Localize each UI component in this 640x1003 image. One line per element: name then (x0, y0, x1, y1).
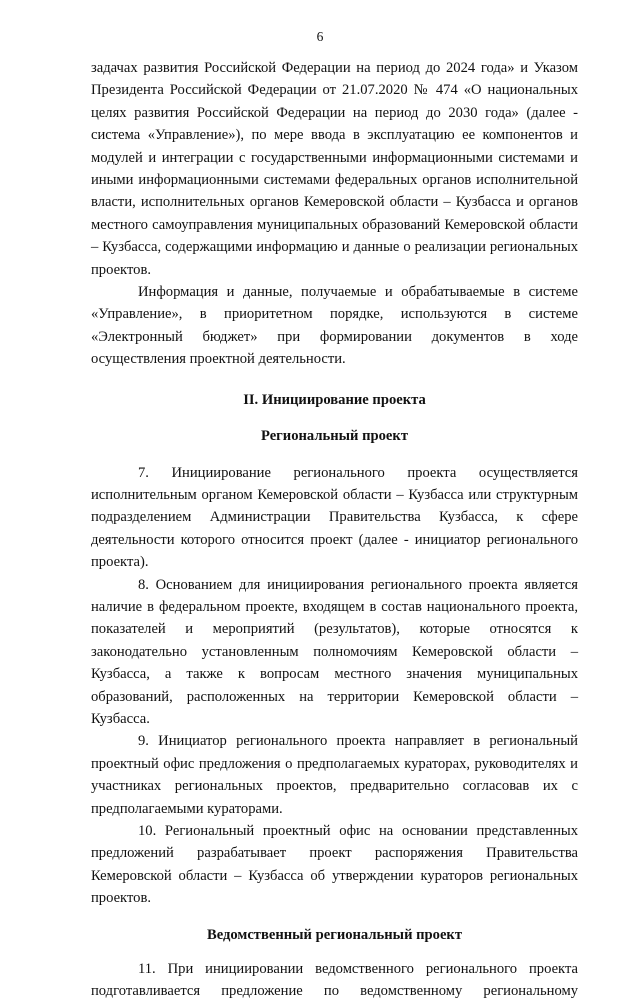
page-number: 6 (316, 29, 324, 44)
paragraph-item-10: 10. Региональный проектный офис на основании представленных предложений разрабатывает проект распоряжения Правительства Кемеровской области – Кузбасса об утверждении кураторов региональных проектов. (91, 823, 578, 907)
subheading-regional-project: Региональный проект (260, 428, 408, 445)
paragraph-information: Информация и данные, получаемые и обрабатываемые в системе «Управление», в приоритетном порядке, используются в системе «Электронный бюджет» при формировании документов в ходе осуществления проектной деятельности. (91, 284, 578, 368)
paragraph-item-7: 7. Инициирование регионального проекта осуществляется исполнительным органом Кемеровской области – Кузбасса или структурным подразделением Администрации Правительства Кузбасса, к сфере деятельности которого относится проект (далее - инициатор регионального проекта). (91, 464, 578, 571)
paragraph-item-11: 11. При инициировании ведомственного регионального проекта подготавливается предложение по ведомственному региональному (91, 961, 578, 1000)
paragraph-continuation: задачах развития Российской Федерации на период до 2024 года» и Указом Президента Российской Федерации от 21.07.2020 № 474 «О национальных целях развития Российской Федерации на период до 2030 года» (далее - система «Управление»), по мере ввода в эксплуатацию ее компонентов и модулей и интеграции с государственными информационными системами и иными информационными системами федеральных органов исполнительной власти, исполнительных органов Кемеровской области – Кузбасса и органов местного самоуправления муниципальных образований Кемеровской области – Кузбасса, содержащими информацию и данные о реализации региональных проектов. (91, 60, 578, 278)
section-heading: II. Инициирование проекта (243, 391, 426, 408)
document-body (91, 57, 578, 1003)
subheading-departmental-project: Ведомственный региональный проект (206, 926, 463, 943)
paragraph-item-9: 9. Инициатор регионального проекта направляет в региональный проектный офис предложения о предполагаемых кураторах, руководителях и участниках региональных проектов, предварительно согласовав их с предполагаемыми кураторами. (91, 733, 578, 817)
paragraph-item-8: 8. Основанием для инициирования регионального проекта является наличие в федеральном проекте, входящем в состав национального проекта, показателей и мероприятий (результатов), которые относятся к законодательно установленным полномочиям Кемеровской области – Кузбасса, а также к вопросам местного значения муниципальных образований, расположенных на территории Кемеровской области – Кузбасса. (91, 576, 578, 727)
